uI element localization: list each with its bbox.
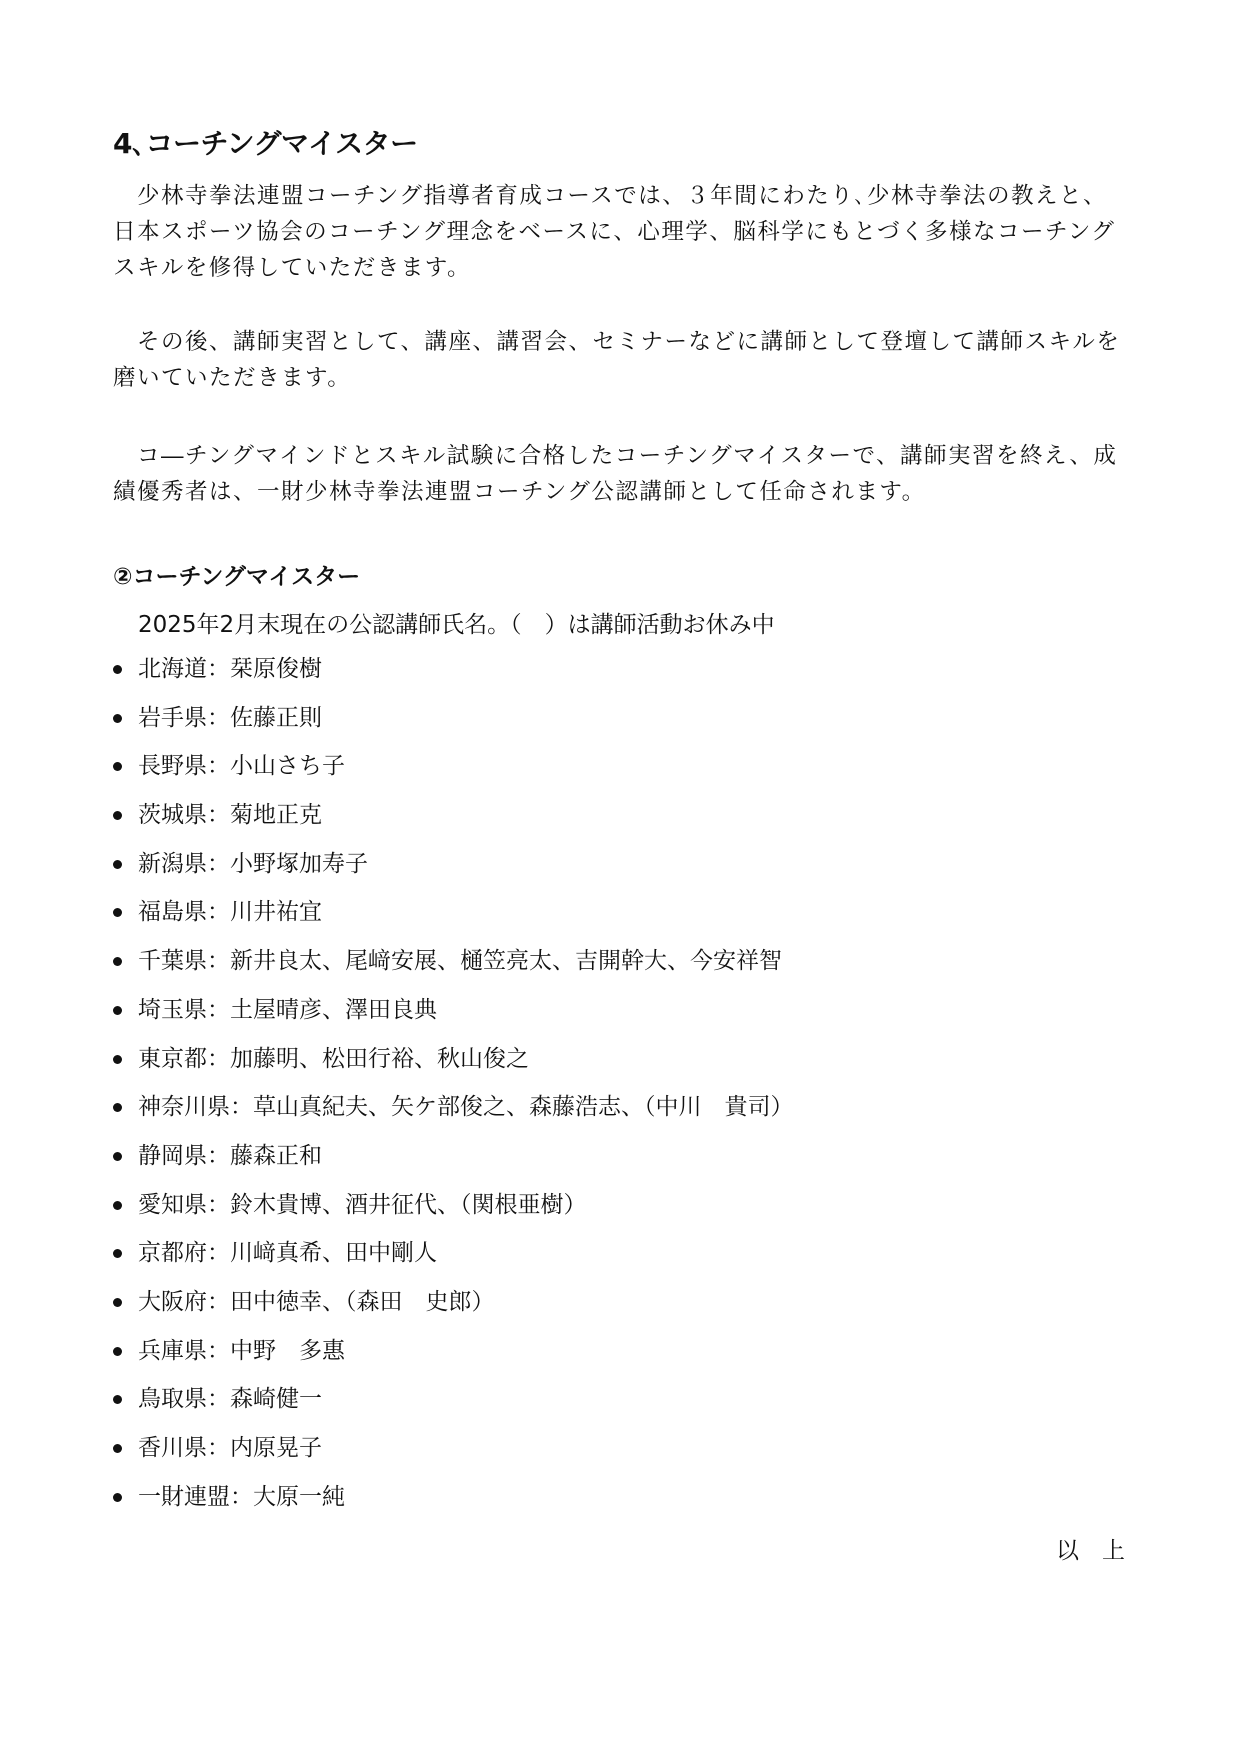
list-item-text: 京都府：川﨑真希、田中剛人 [138, 1240, 437, 1267]
bullet-icon [113, 1395, 122, 1404]
bullet-icon [113, 665, 122, 674]
bullet-icon [113, 1347, 122, 1356]
intro-paragraph: 少林寺拳法連盟コーチング指導者育成コースでは、３年間にわたり､少林寺拳法の教えと、日本スポーツ協会のコーチング理念をベースに、心理学、脳科学にもとづく多様なコーチングスキルを修得していただきます。 [113, 183, 1116, 281]
list-item-text: 兵庫県：中野 多惠 [138, 1337, 345, 1364]
list-item [113, 1238, 794, 1287]
subsection-heading: ②コーチングマイスター [113, 564, 361, 590]
closing-remark: 以 上 [1056, 1538, 1125, 1564]
bullet-icon [113, 762, 122, 771]
list-item-text: 愛知県：鈴木貴博、酒井征代、（関根亜樹） [138, 1191, 587, 1218]
list-item-text: 静岡県：藤森正和 [138, 1142, 322, 1169]
list-item [113, 1384, 794, 1433]
instructor-list [113, 654, 794, 1530]
list-item-text: 茨城県：菊地正克 [138, 802, 322, 829]
list-item-text: 長野県：小山さち子 [138, 753, 345, 780]
list-item [113, 946, 794, 995]
instructor-list-note: 2025年2月末現在の公認講師氏名。（ ）は講師活動お休み中 [138, 612, 775, 638]
bullet-icon [113, 1006, 122, 1015]
bullet-icon [113, 1201, 122, 1210]
list-item-text: 東京都：加藤明、松田行裕、秋山俊之 [138, 1045, 529, 1072]
bullet-icon [113, 908, 122, 917]
bullet-icon [113, 957, 122, 966]
list-item [113, 654, 794, 703]
list-item-text: 福島県：川井祐宜 [138, 899, 322, 926]
appointment-paragraph: コ―チングマインドとスキル試験に合格したコーチングマイスターで、講師実習を終え、成績優秀者は、一財少林寺拳法連盟コーチング公認講師として任命されます。 [113, 443, 1118, 505]
list-item-text: 香川県：内原晃子 [138, 1435, 322, 1461]
list-item [113, 751, 794, 800]
list-item-text: 大阪府：田中徳幸、（森田 史郎） [138, 1288, 495, 1315]
list-item [113, 995, 794, 1044]
bullet-icon [113, 811, 122, 820]
list-item [113, 1433, 794, 1482]
list-item-text: 新潟県：小野塚加寿子 [138, 850, 368, 877]
list-item [113, 1190, 794, 1239]
list-item [113, 1482, 794, 1531]
list-item-text: 千葉県：新井良太、尾﨑安展、樋笠亮太、吉開幹大、今安祥智 [138, 948, 782, 975]
list-item [113, 703, 794, 752]
bullet-icon [113, 714, 122, 723]
list-item-text: 神奈川県：草山真紀夫、矢ケ部俊之、森藤浩志、（中川 貴司） [138, 1094, 794, 1121]
list-item [113, 849, 794, 898]
list-item [113, 1287, 794, 1336]
bullet-icon [113, 1249, 122, 1258]
list-item [113, 897, 794, 946]
list-item-text: 北海道：栞原俊樹 [138, 656, 322, 682]
list-item [113, 1141, 794, 1190]
bullet-icon [113, 1103, 122, 1112]
bullet-icon [113, 1152, 122, 1161]
list-item-text: 岩手県：佐藤正則 [138, 704, 322, 731]
list-item-text: 一財連盟：大原一純 [138, 1483, 345, 1510]
list-item-text: 埼玉県：土屋晴彦、澤田良典 [138, 996, 437, 1023]
bullet-icon [113, 860, 122, 869]
training-paragraph: その後、講師実習として、講座、講習会、セミナーなどに講師として登壇して講師スキルを磨いていただきます。 [113, 329, 1121, 391]
list-item [113, 1092, 794, 1141]
bullet-icon [113, 1493, 122, 1502]
bullet-icon [113, 1055, 122, 1064]
list-item [113, 1336, 794, 1385]
bullet-icon [113, 1444, 122, 1453]
list-item-text: 鳥取県：森崎健一 [138, 1386, 322, 1413]
bullet-icon [113, 1298, 122, 1307]
list-item [113, 800, 794, 849]
section-heading: 4､コーチングマイスター [113, 127, 418, 160]
list-item [113, 1044, 794, 1093]
